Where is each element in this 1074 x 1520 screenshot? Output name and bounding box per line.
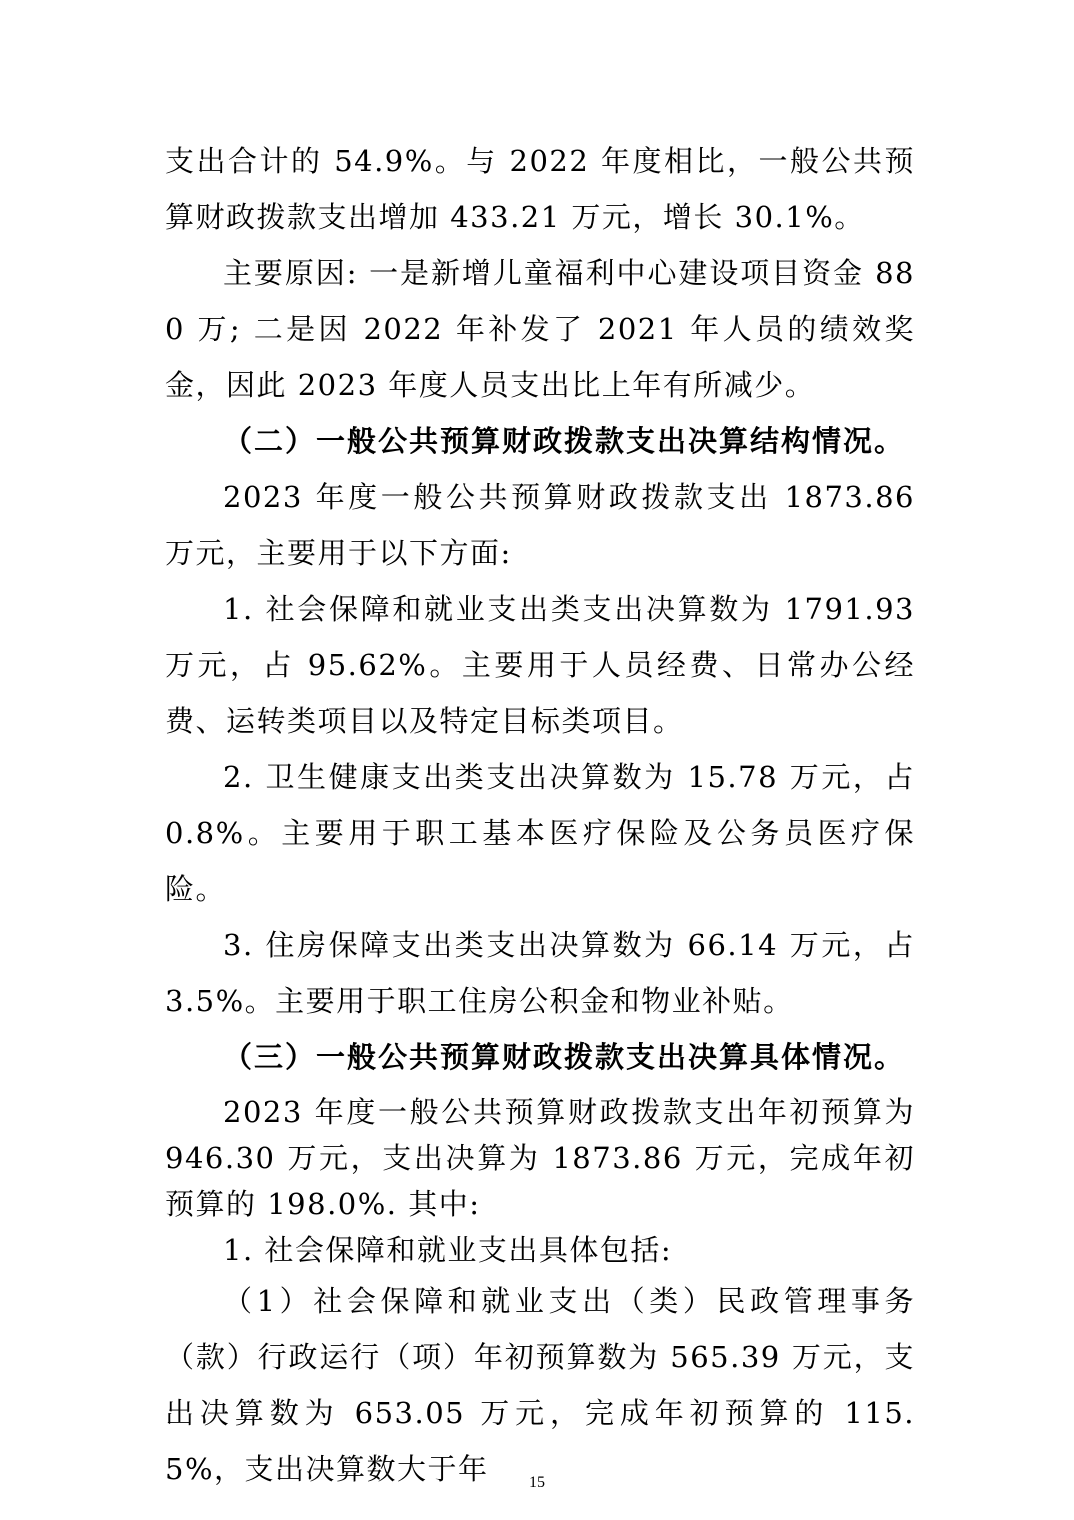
list-item-social-security: 1. 社会保障和就业支出类支出决算数为 1791.93 万元，占 95.62%。主要用于人员经费、日常办公经费、运转类项目以及特定目标类项目。: [165, 592, 915, 738]
paragraph-structure-overview: 2023 年度一般公共预算财政拨款支出 1873.86 万元，主要用于以下方面:: [165, 480, 915, 570]
page-number: 15: [529, 1474, 545, 1491]
list-item-social-security-detail: 1. 社会保障和就业支出具体包括:: [223, 1233, 673, 1267]
paragraph-expenditure-total: 支出合计的 54.9%。与 2022 年度相比，一般公共预算财政拨款支出增加 433.21 万元，增长 30.1%。: [165, 144, 915, 234]
document-body: [165, 133, 915, 1497]
section-heading-details: （三）一般公共预算财政拨款支出决算具体情况。: [223, 1040, 906, 1074]
sub-item-administrative-operation: （1）社会保障和就业支出（类）民政管理事务（款）行政运行（项）年初预算数为 565.39 万元，支出决算数为 653.05 万元，完成年初预算的 115.5%，支出决算数大于年: [165, 1284, 915, 1486]
list-item-housing: 3. 住房保障支出类支出决算数为 66.14 万元，占 3.5%。主要用于职工住房公积金和物业补贴。: [165, 928, 915, 1018]
paragraph-main-reasons: 主要原因: 一是新增儿童福利中心建设项目资金 880 万; 二是因 2022 年补发了 2021 年人员的绩效奖金，因此 2023 年度人员支出比上年有所减少。: [165, 256, 915, 402]
list-item-health: 2. 卫生健康支出类支出决算数为 15.78 万元，占 0.8%。主要用于职工基本医疗保险及公务员医疗保险。: [165, 760, 915, 906]
section-heading-structure: （二）一般公共预算财政拨款支出决算结构情况。: [223, 424, 906, 458]
paragraph-budget-detail: 2023 年度一般公共预算财政拨款支出年初预算为 946.30 万元，支出决算为 1873.86 万元，完成年初预算的 198.0%. 其中:: [165, 1095, 915, 1221]
